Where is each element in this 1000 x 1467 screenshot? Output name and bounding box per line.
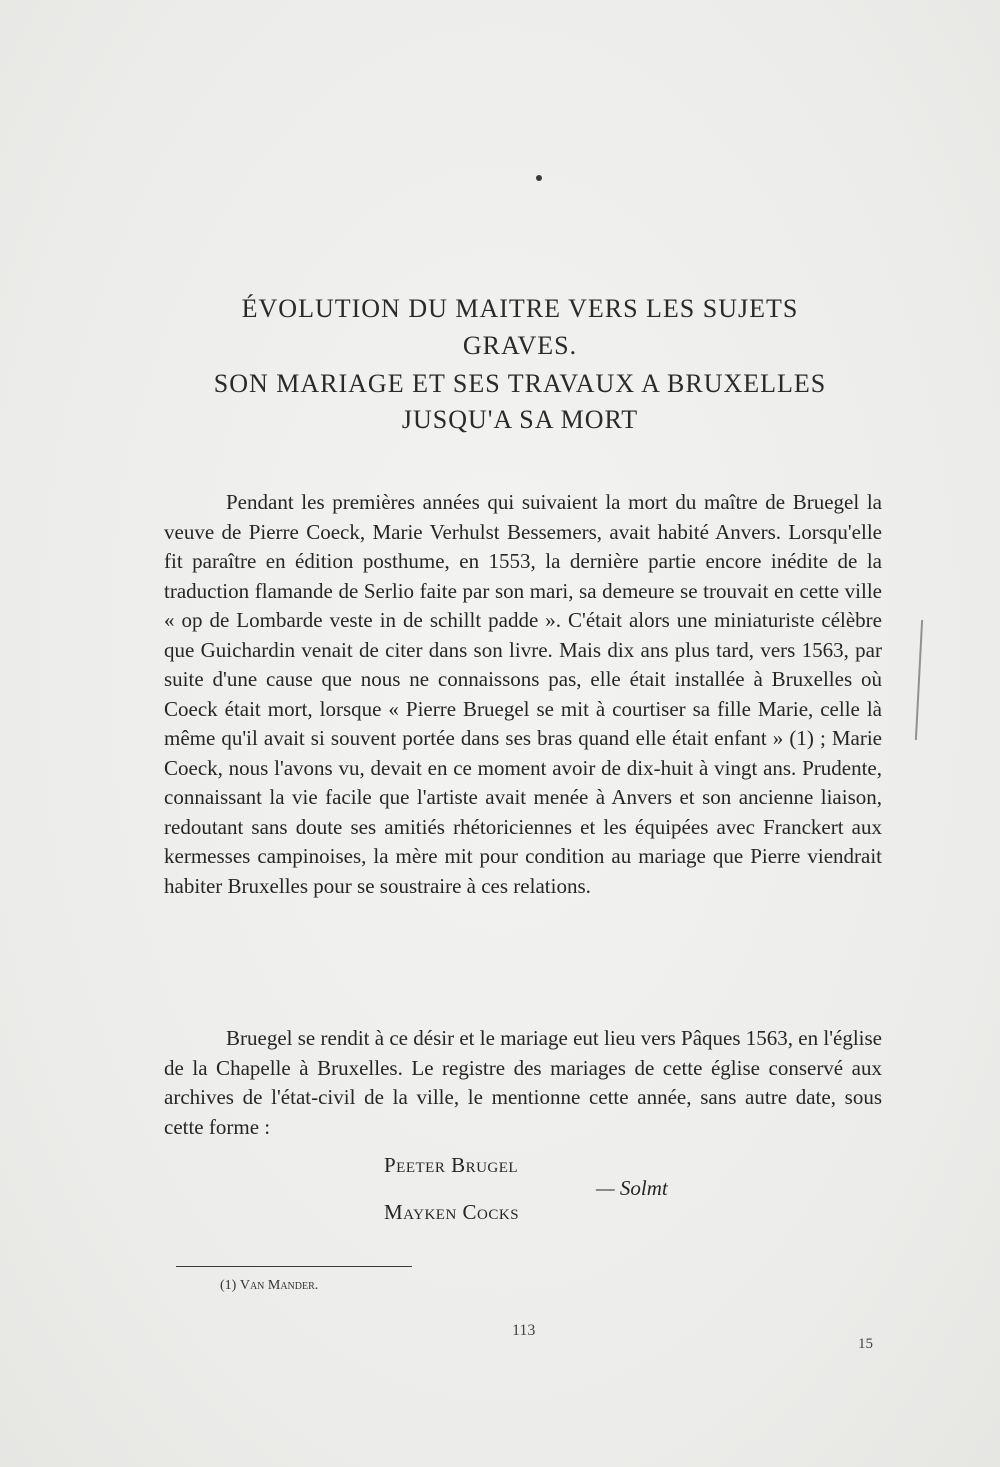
chapter-title-line-4: JUSQU'A SA MORT [401,405,639,434]
page-number: 113 [512,1322,536,1339]
register-solmt: — Solmt [596,1176,668,1200]
register-bride-name: Mayken Cocks [384,1200,520,1224]
chapter-title-line-1: ÉVOLUTION DU MAITRE VERS LES SUJETS [241,294,799,323]
body-paragraph-2: Bruegel se rendit à ce désir et le mariage eut lieu vers Pâques 1563, en l'église de la Chapelle à Bruxelles. Le registre des mariages de cette église conservé aux archives de l'état-civil de la ville, le mentionne cette année, sans autre date, sous cette forme : [164,1026,882,1139]
bleed-through-dot [536,175,542,181]
footnote-marker: (1) [220,1278,237,1293]
chapter-title-line-2: GRAVES. [462,331,578,360]
chapter-title-line-3: SON MARIAGE ET SES TRAVAUX A BRUXELLES [213,369,827,398]
footnote [220,1278,318,1294]
margin-mark [915,620,923,740]
sheet-number: 15 [858,1336,873,1352]
body-paragraph-1: Pendant les premières années qui suivaient la mort du maître de Bruegel la veuve de Pierre Coeck, Marie Verhulst Bessemers, avait habité Anvers. Lorsqu'elle fit paraître en édition posthume, en 1553, la dernière partie encore inédite de la traduction flamande de Serlio faite par son mari, sa demeure se trouvait en cette ville « op de Lombarde veste in de schillt padde ». C'était alors une miniaturiste célèbre que Guichardin venait de citer dans son livre. Mais dix ans plus tard, vers 1563, par suite d'une cause que nous ne connaissons pas, elle était installée à Bruxelles où Coeck était mort, lorsque « Pierre Bruegel se mit à courtiser sa fille Marie, celle là même qu'il avait si souvent portée dans ses bras quand elle était enfant » (1) ; Marie Coeck, nous l'avons vu, devait en ce moment avoir de dix-huit à vingt ans. Prudente, connaissant la vie facile que l'artiste avait menée à Anvers et son ancienne liaison, redoutant sans doute ses amitiés rhétoriciennes et les équipées avec Franckert aux kermesses campinoises, la mère mit pour condition au mariage que Pierre viendrait habiter Bruxelles pour se soustraire à ces relations. [164,490,882,898]
footnote-author: Van Mander. [239,1278,319,1293]
footnote-rule [176,1266,412,1267]
register-groom-name: Peeter Brugel [384,1153,519,1177]
